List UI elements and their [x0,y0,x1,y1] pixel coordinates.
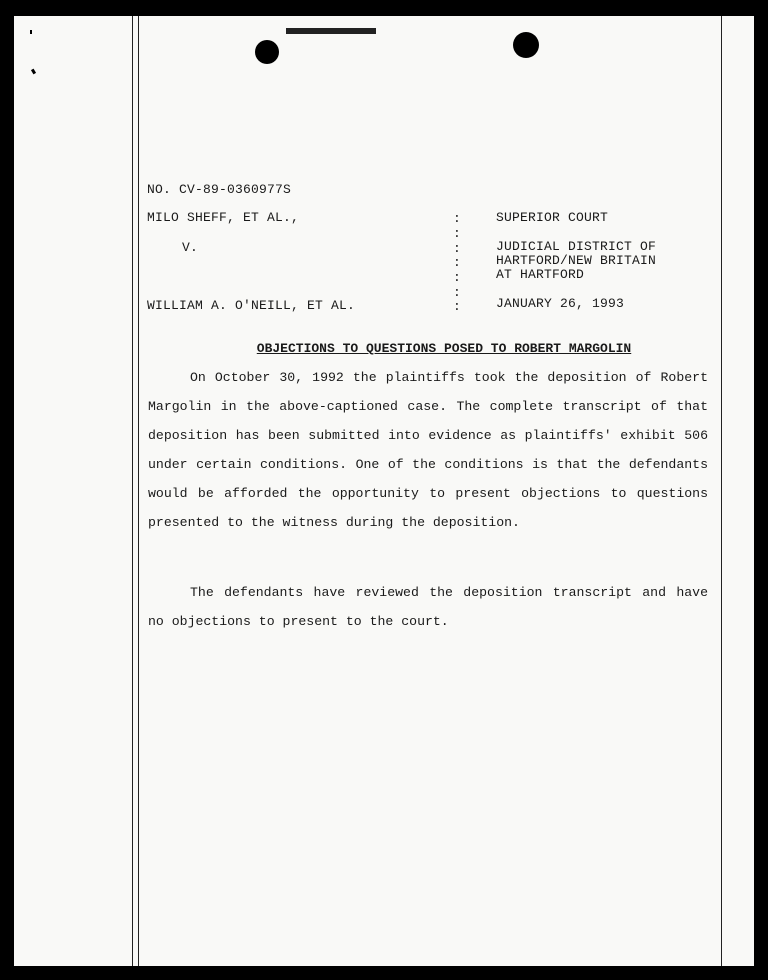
caption-separator: : [453,255,461,270]
left-margin-rule-inner [138,16,139,966]
caption-separator: : [453,285,461,300]
district-line-3: AT HARTFORD [496,267,585,282]
caption-separator: : [453,270,461,285]
docket-number: NO. CV-89-0360977S [147,182,292,197]
punch-hole-right [513,32,539,58]
caption-separator: : [453,226,461,241]
filing-date: JANUARY 26, 1993 [496,296,625,311]
document-page [14,16,754,966]
paragraph-text: The defendants have reviewed the deposition transcript and have no objections to present to the court. [148,585,708,629]
district-line-2: HARTFORD/NEW BRITAIN [496,253,657,268]
scan-speck [31,69,36,75]
defendant-name: WILLIAM A. O'NEILL, ET AL. [147,298,356,313]
caption-separator: : [453,299,461,314]
left-margin-rule [132,16,133,966]
versus-label: V. [182,240,199,255]
document-title: OBJECTIONS TO QUESTIONS POSED TO ROBERT MARGOLIN [256,341,632,356]
court-name: SUPERIOR COURT [496,210,609,225]
punch-hole-left [255,40,279,64]
scan-edge-mark [286,28,376,34]
plaintiff-name: MILO SHEFF, ET AL., [147,210,300,225]
caption-separator: : [453,211,461,226]
district-line-1: JUDICIAL DISTRICT OF [496,239,657,254]
scan-speck [30,30,32,34]
caption-separator: : [453,241,461,256]
body-paragraph-2 [148,578,708,636]
body-paragraph-1 [148,363,708,537]
right-margin-rule [721,16,722,966]
paragraph-text: On October 30, 1992 the plaintiffs took the deposition of Robert Margolin in the above-captioned case. The complete transcript of that deposition has been submitted into evidence as plaintiffs' exhibit 506 under certain conditions. One of the conditions is that the defendants would be afforded the opportunity to present objections to questions presented to the witness during the deposition. [148,370,708,530]
